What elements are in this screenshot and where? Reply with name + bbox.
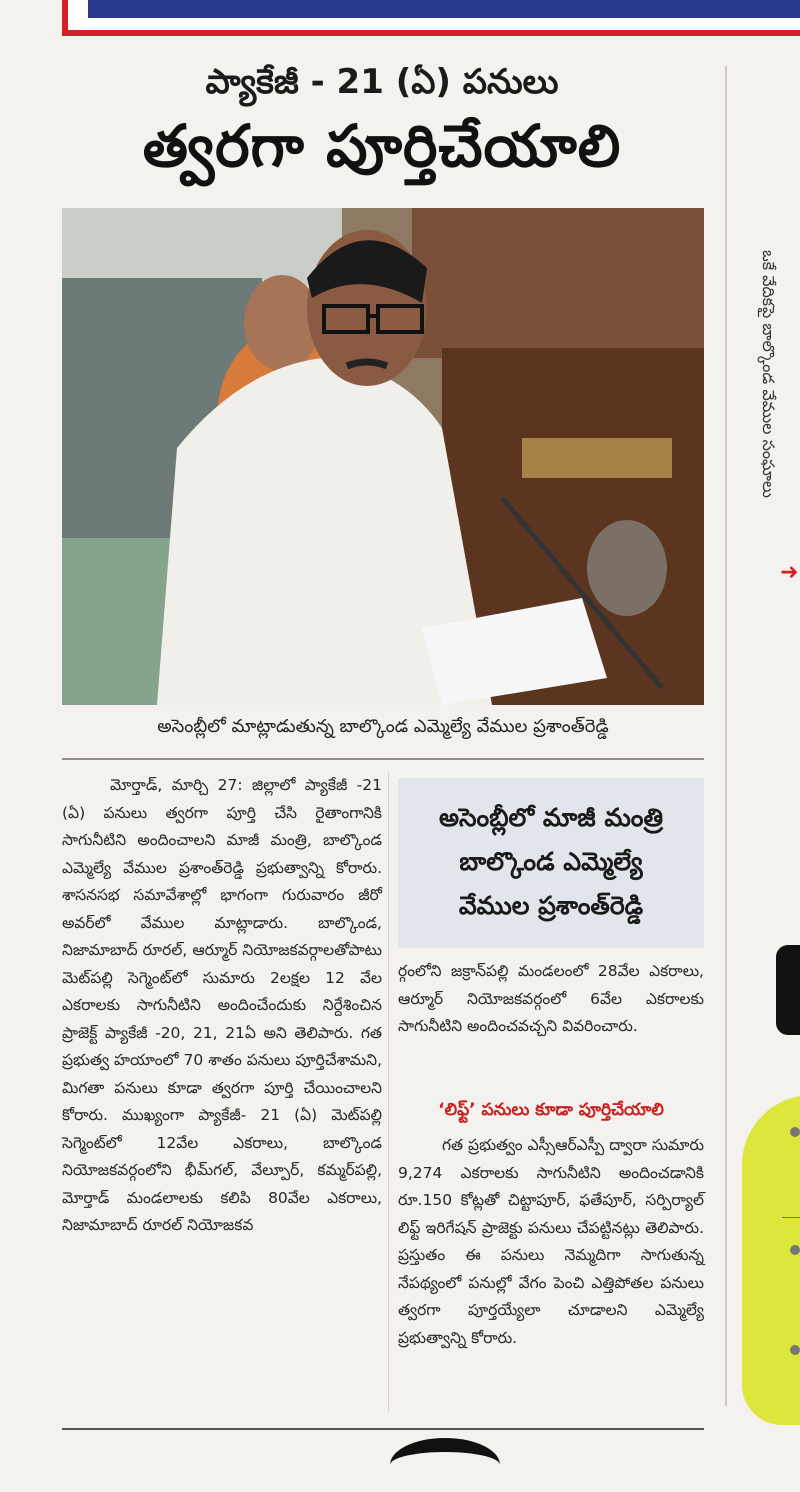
column-1-text: మోర్తాడ్, మార్చి 27: జిల్లాలో ప్యాకేజీ -21 (ఏ) పనులు త్వరగా పూర్తి చేసి రైతాంగానికి సాగునీటిని అందించాలని మాజీ మంత్రి, బాల్కొండ ఎమ్మెల్యే వేముల ప్రశాంత్‌రెడ్డి ప్రభుత్వాన్ని కోరారు. శాసనసభ సమావేశాల్లో భాగంగా గురువారం జీరో అవర్‌లో వేముల మాట్లాడారు. బాల్కొండ, నిజామాబాద్ రూరల్, ఆర్మూర్ నియోజకవర్గాలతోపాటు మెట్‌పల్లి సెగ్మెంట్‌లో సుమారు 2లక్షల 12 వేల ఎకరాలకు సాగునీటిని అందించేందుకు నిర్దేశించిన ప్రాజెక్ట్ ప్యాకేజీ -20, 21, 21ఏ అని తెలిపారు. గత ప్రభుత్వ హయాంలో 70 శాతం పనులు పూర్తిచేశామని, మిగతా పనులు కూడా త్వరగా పూర్తి చేయించాలని కోరారు. ముఖ్యంగా ప్యాకేజీ- 21 (ఏ) మెట్‌పల్లి సెగ్మెంట్‌లో 12వేల ఎకరాలు, బాల్కొండ నియోజకవర్గంలోని భీమ్‌గల్, వేల్పూర్, కమ్మర్‌పల్లి, మోర్తాడ్ మండలాలకు కలిపి 80వేల ఎకరాలు, నిజామాబాద్ రూరల్ నియోజకవ [62,776,382,1234]
pull-quote-line-2: బాల్కొండ ఎమ్మెల్యే [459,847,643,876]
article-column-2-top [398,958,704,1041]
article-headline: త్వరగా పూర్తిచేయాలి [142,112,622,180]
photo-caption: అసెంబ్లీలో మాట్లాడుతున్న బాల్కొండ ఎమ్మెల్యే వేముల ప్రశాంత్‌రెడ్డి [157,716,609,737]
pull-quote-box [398,778,704,948]
article-kicker: ప్యాకేజీ - 21 (ఏ) పనులు [205,62,559,102]
bottom-divider [62,1428,704,1430]
arrow-icon: ➜ [780,560,799,585]
article-column-2-bottom [398,1132,704,1352]
article-subhead: ‘లిఫ్ట్’ పనులు కూడా పూర్తిచేయాలి [438,1100,664,1120]
pull-quote-line-1: అసెంబ్లీలో మాజీ మంత్రి [438,803,664,832]
bullet-icon [790,1345,800,1355]
bullet-icon [790,1245,800,1255]
side-black-shape [776,945,800,1035]
column-separator [388,772,389,1412]
side-vertical-text: ఒకే వేదికపై బాల్కొండ వేముల సంఘాలు [759,250,778,498]
side-green-panel [742,1095,800,1425]
article-column-1 [62,772,382,1240]
side-rule [782,1217,800,1218]
pull-quote-line-3: వేముల ప్రశాంత్‌రెడ్డి [458,891,644,920]
top-banner [62,0,800,36]
column-2-top-text: ర్గంలోని జక్రాన్‌పల్లి మండలంలో 28వేల ఎకరాలు, ఆర్మూర్ నియోజకవర్గంలో 6వేల ఎకరాలకు సాగునీటిని అందించవచ్చని వివరించారు. [398,962,704,1035]
caption-divider [62,758,704,760]
column-2-bottom-text: గత ప్రభుత్వం ఎస్సీఆర్‌ఎస్పీ ద్వారా సుమారు 9,274 ఎకరాలకు సాగునీటిని అందించడానికి రూ.150 కోట్లతో చిట్టాపూర్, ఫతేపూర్, సర్పిర్యాల్ లిఫ్ట్ ఇరిగేషన్ ప్రాజెక్టు పనులు చేపట్టినట్లు తెలిపారు. ప్రస్తుతం ఈ పనులు నెమ్మదిగా సాగుతున్న నేపథ్యంలో పనుల్లో వేగం పెంచి ఎత్తిపోతల పనులు త్వరగా పూర్తయ్యేలా చూడాలని ఎమ్మెల్యే ప్రభుత్వాన్ని కోరారు. [398,1136,704,1347]
bullet-icon [790,1127,800,1137]
banner-blue-strip [88,0,800,18]
column-divider [725,66,727,1406]
next-article-glyph [390,1438,500,1492]
article-photo [62,208,704,705]
photo-illustration [62,208,704,705]
